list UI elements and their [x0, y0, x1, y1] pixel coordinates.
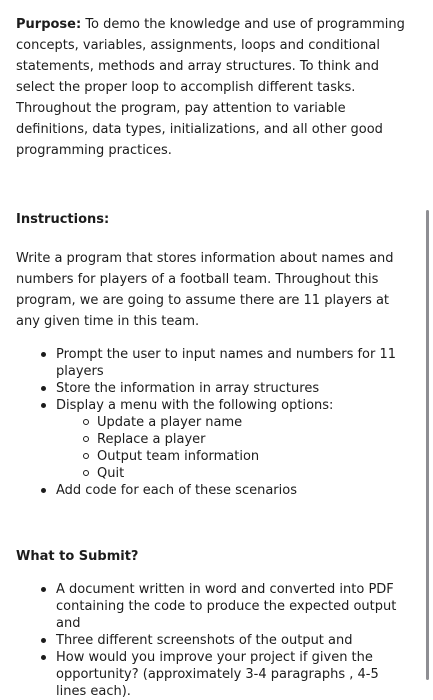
- list-item: Prompt the user to input names and numbers for 11 players: [56, 346, 413, 380]
- menu-option-item: Output team information: [97, 448, 413, 465]
- instructions-heading: Instructions:: [16, 212, 110, 227]
- instructions-list: [16, 346, 413, 499]
- menu-option-item: Update a player name: [97, 414, 413, 431]
- submit-heading: What to Submit?: [16, 549, 139, 564]
- menu-options-list: [56, 414, 413, 482]
- menu-option-item: Quit: [97, 465, 413, 482]
- list-item: Three different screenshots of the output and: [56, 632, 413, 649]
- list-item-text: Display a menu with the following options:: [56, 398, 334, 413]
- purpose-text: To demo the knowledge and use of programming concepts, variables, assignments, loops and conditional statements, methods and array structures. To think and select the proper loop to accomplish different tasks. Throughout the program, pay attention to variable definitions, data types, initializations, and all other good programming practices.: [16, 17, 405, 158]
- list-item: A document written in word and converted into PDF containing the code to produce the expected output and: [56, 581, 413, 632]
- list-item: [56, 397, 413, 482]
- instructions-paragraph: Write a program that stores information about names and numbers for players of a football team. Throughout this program, we are going to assume there are 11 players at any given time in this team.: [16, 251, 394, 329]
- submit-list: [16, 581, 413, 700]
- list-item: Add code for each of these scenarios: [56, 482, 413, 499]
- vertical-scrollbar[interactable]: [426, 210, 429, 680]
- list-item: Store the information in array structures: [56, 380, 413, 397]
- purpose-label: Purpose:: [16, 17, 82, 32]
- menu-option-item: Replace a player: [97, 431, 413, 448]
- list-item: How would you improve your project if given the opportunity? (approximately 3-4 paragraphs , 4-5 lines each).: [56, 649, 413, 700]
- purpose-paragraph: [16, 14, 413, 161]
